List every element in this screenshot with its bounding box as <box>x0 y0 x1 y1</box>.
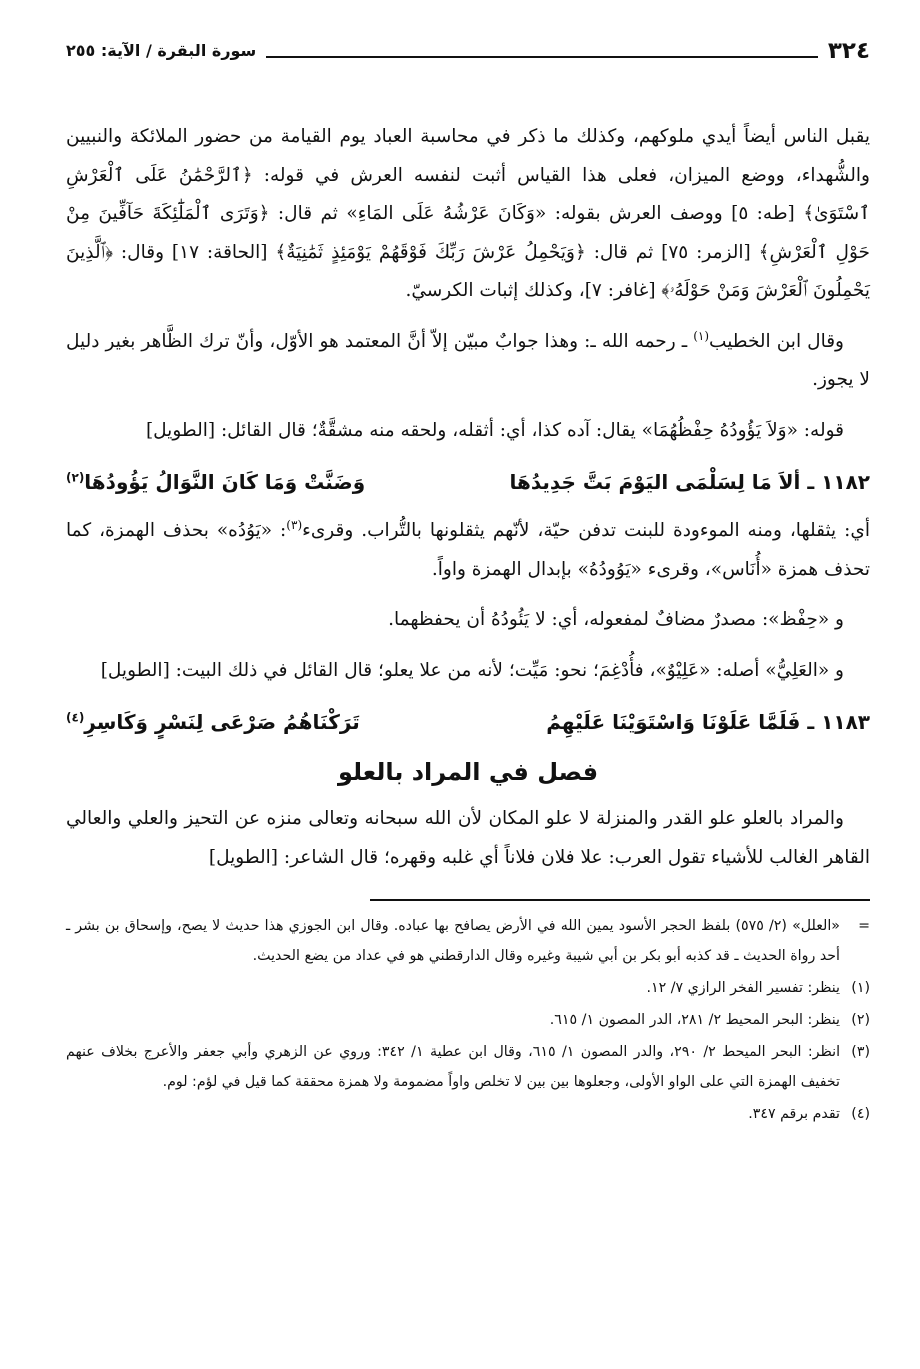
surah-reference: سورة البقرة / الآية: ٢٥٥ <box>66 41 257 60</box>
footnote-3 <box>66 1037 870 1097</box>
footnote-label: = <box>858 918 870 934</box>
footnote-continued <box>66 911 870 971</box>
verse-second-hemistich: وَضَنَّتْ وَمَا كَانَ النَّوَالُ يَؤُودُهَا <box>84 470 366 494</box>
section-heading: فصل في المراد بالعلو <box>337 758 599 786</box>
verse-first-hemistich: ١١٨٣ ـ فَلَمَّا عَلَوْنَا وَاسْتَوَيْنَا عَلَيْهِمُ <box>546 710 870 734</box>
verse-second-hemistich-wrap <box>66 702 360 742</box>
paragraph-text: أي: يثقلها، ومنه الموءودة للبنت تدفن حيّة، لأنّهم يثقلونها بالتُّراب. وقرىء <box>302 520 870 541</box>
paragraph-uluw: والمراد بالعلو علو القدر والمنزلة لا علو المكان لأن الله سبحانه وتعالى منزه عن التحيز والعلي والعالي القاهر الغالب للأشياء تقول العرب: علا فلان فلاناً أي غلبه وقهره؛ قال الشاعر: [الطويل] <box>66 808 870 868</box>
footnote-2 <box>66 1005 870 1035</box>
footnote-text: ينظر: تفسير الفخر الرازي ٧/ ١٢. <box>646 980 840 996</box>
footnote-label: (٤) <box>851 1106 870 1122</box>
paragraph-aliyy: و «العَلِيُّ» أصله: «عَلِيْوٌ»، فأُدْغِمَ؛ نحو: مَيِّت؛ لأنه من علا يعلو؛ قال القائل في ذلك البيت: [الطويل] <box>100 659 844 681</box>
footnote-label: (١) <box>851 980 870 996</box>
paragraph-hifz: و «حِفْظ»: مصدرٌ مضافٌ لمفعوله، أي: لا يَئُودُهُ أن يحفظهما. <box>388 609 844 630</box>
footnote-ref: (٢) <box>66 470 85 485</box>
page-number: ٣٢٤ <box>827 38 870 64</box>
footnote-separator <box>370 899 870 901</box>
footnote-text: تقدم برقم ٣٤٧. <box>748 1106 840 1122</box>
footnote-text: «العلل» (٢/ ٥٧٥) بلفظ الحجر الأسود يمين الله في الأرض يصافح بها عباده. وقال ابن الجوزي هذا حديث لا يصح، وإسحاق بن بشر ـ أحد رواة الحديث ـ قد كذبه أبو بكر بن أبي شيبة وغيره وقال الدارقطني هو في عداد من يضع الحديث. <box>66 918 840 964</box>
footnote-text: انظر: البحر الميحط ٢/ ٢٩٠، والدر المصون ١/ ٦١٥، وقال ابن عطية ١/ ٣٤٢: وروي عن الزهري وأبي جعفر والأعرج بخلاف عنهم تخفيف الهمزة التي على الواو الأولى، وجعلوها بين بين لا تخلص واواً مضمومة ولا همزة محققة كما قيل في لؤم: لوم. <box>66 1044 841 1090</box>
main-text <box>66 118 870 877</box>
verse-second-hemistich: تَرَكْنَاهُمُ صَرْعَى لِنَسْرٍ وَكَاسِرِ <box>84 710 360 734</box>
footnote-1 <box>66 973 870 1003</box>
paragraph-text: ـ رحمه الله ـ: وهذا جوابٌ مبيّن إلاّ أنَّ المعتمد هو الأوّل، وأنّ ترك الظَّاهر بغير دليل لا يجوز. <box>66 330 870 390</box>
verse-1183 <box>66 702 870 742</box>
paragraph-text: وقال ابن الخطيب <box>709 330 844 352</box>
book-page <box>66 28 870 1131</box>
footnote-label: (٣) <box>851 1044 870 1060</box>
verse-first-hemistich: ١١٨٢ ـ ألاَ مَا لِسَلْمَى اليَوْمَ بَتَّ جَدِيدُهَا <box>509 470 870 494</box>
running-head <box>66 28 870 66</box>
paragraph-ibn-khatib <box>66 323 870 400</box>
header-rule <box>266 56 818 58</box>
footnote-label: (٢) <box>851 1012 870 1028</box>
footnote-ref: (٣) <box>286 517 303 532</box>
paragraph-yuthqiluha <box>66 512 870 589</box>
footnotes <box>66 911 870 1129</box>
footnote-4 <box>66 1099 870 1129</box>
verse-second-hemistich-wrap <box>66 462 365 502</box>
paragraph-text: : «يَوُدُه» بحذف الهمزة، كما تحذف همزة «أُنَاس»، وقرىء «يَوُودُهُ» بإبدال الهمزة واواً. <box>66 520 870 580</box>
verse-1182 <box>66 462 870 502</box>
footnote-ref: (١) <box>693 328 710 343</box>
paragraph-yaududu: قوله: «وَلاَ يَؤُودُهُ حِفْظُهُمَا» يقال: آده كذا، أي: أثقله، ولحقه منه مشقَّةٌ؛ قال القائل: [الطويل] <box>145 419 844 441</box>
paragraph-arsh: يقبل الناس أيضاً أيدي ملوكهم، وكذلك ما ذكر في محاسبة العباد يوم القيامة من حضور الملائكة والنبيين والشُّهداء، ووضع الميزان، فعلى هذا القياس أثبت لنفسه العرش في قوله: ﴿ٱلرَّحْمَٰنُ عَلَى ٱلْعَرْشِ ٱسْتَوَىٰ﴾ [طه: ٥] ووصف العرش بقوله: «وَكَانَ عَرْشُهُ عَلَى المَاءِ» ثم قال: ﴿وَتَرَى ٱلْمَلَٰٓئِكَةَ حَآفِّينَ مِنْ حَوْلِ ٱلْعَرْشِ﴾ [الزمر: ٧٥] ثم قال: ﴿وَيَحْمِلُ عَرْشَ رَبِّكَ فَوْقَهُمْ يَوْمَئِذٍ ثَمَٰنِيَةٌ﴾ [الحاقة: ١٧] وقال: ﴿ٱلَّذِينَ يَحْمِلُونَ ٱلْعَرْشَ وَمَنْ حَوْلَهُۥ﴾ [غافر: ٧]، وكذلك إثبات الكرسيّ. <box>66 126 870 301</box>
footnote-text: ينظر: البحر المحيط ٢/ ٢٨١، الدر المصون ١/ ٦١٥. <box>549 1012 840 1028</box>
footnote-ref: (٤) <box>66 710 85 725</box>
